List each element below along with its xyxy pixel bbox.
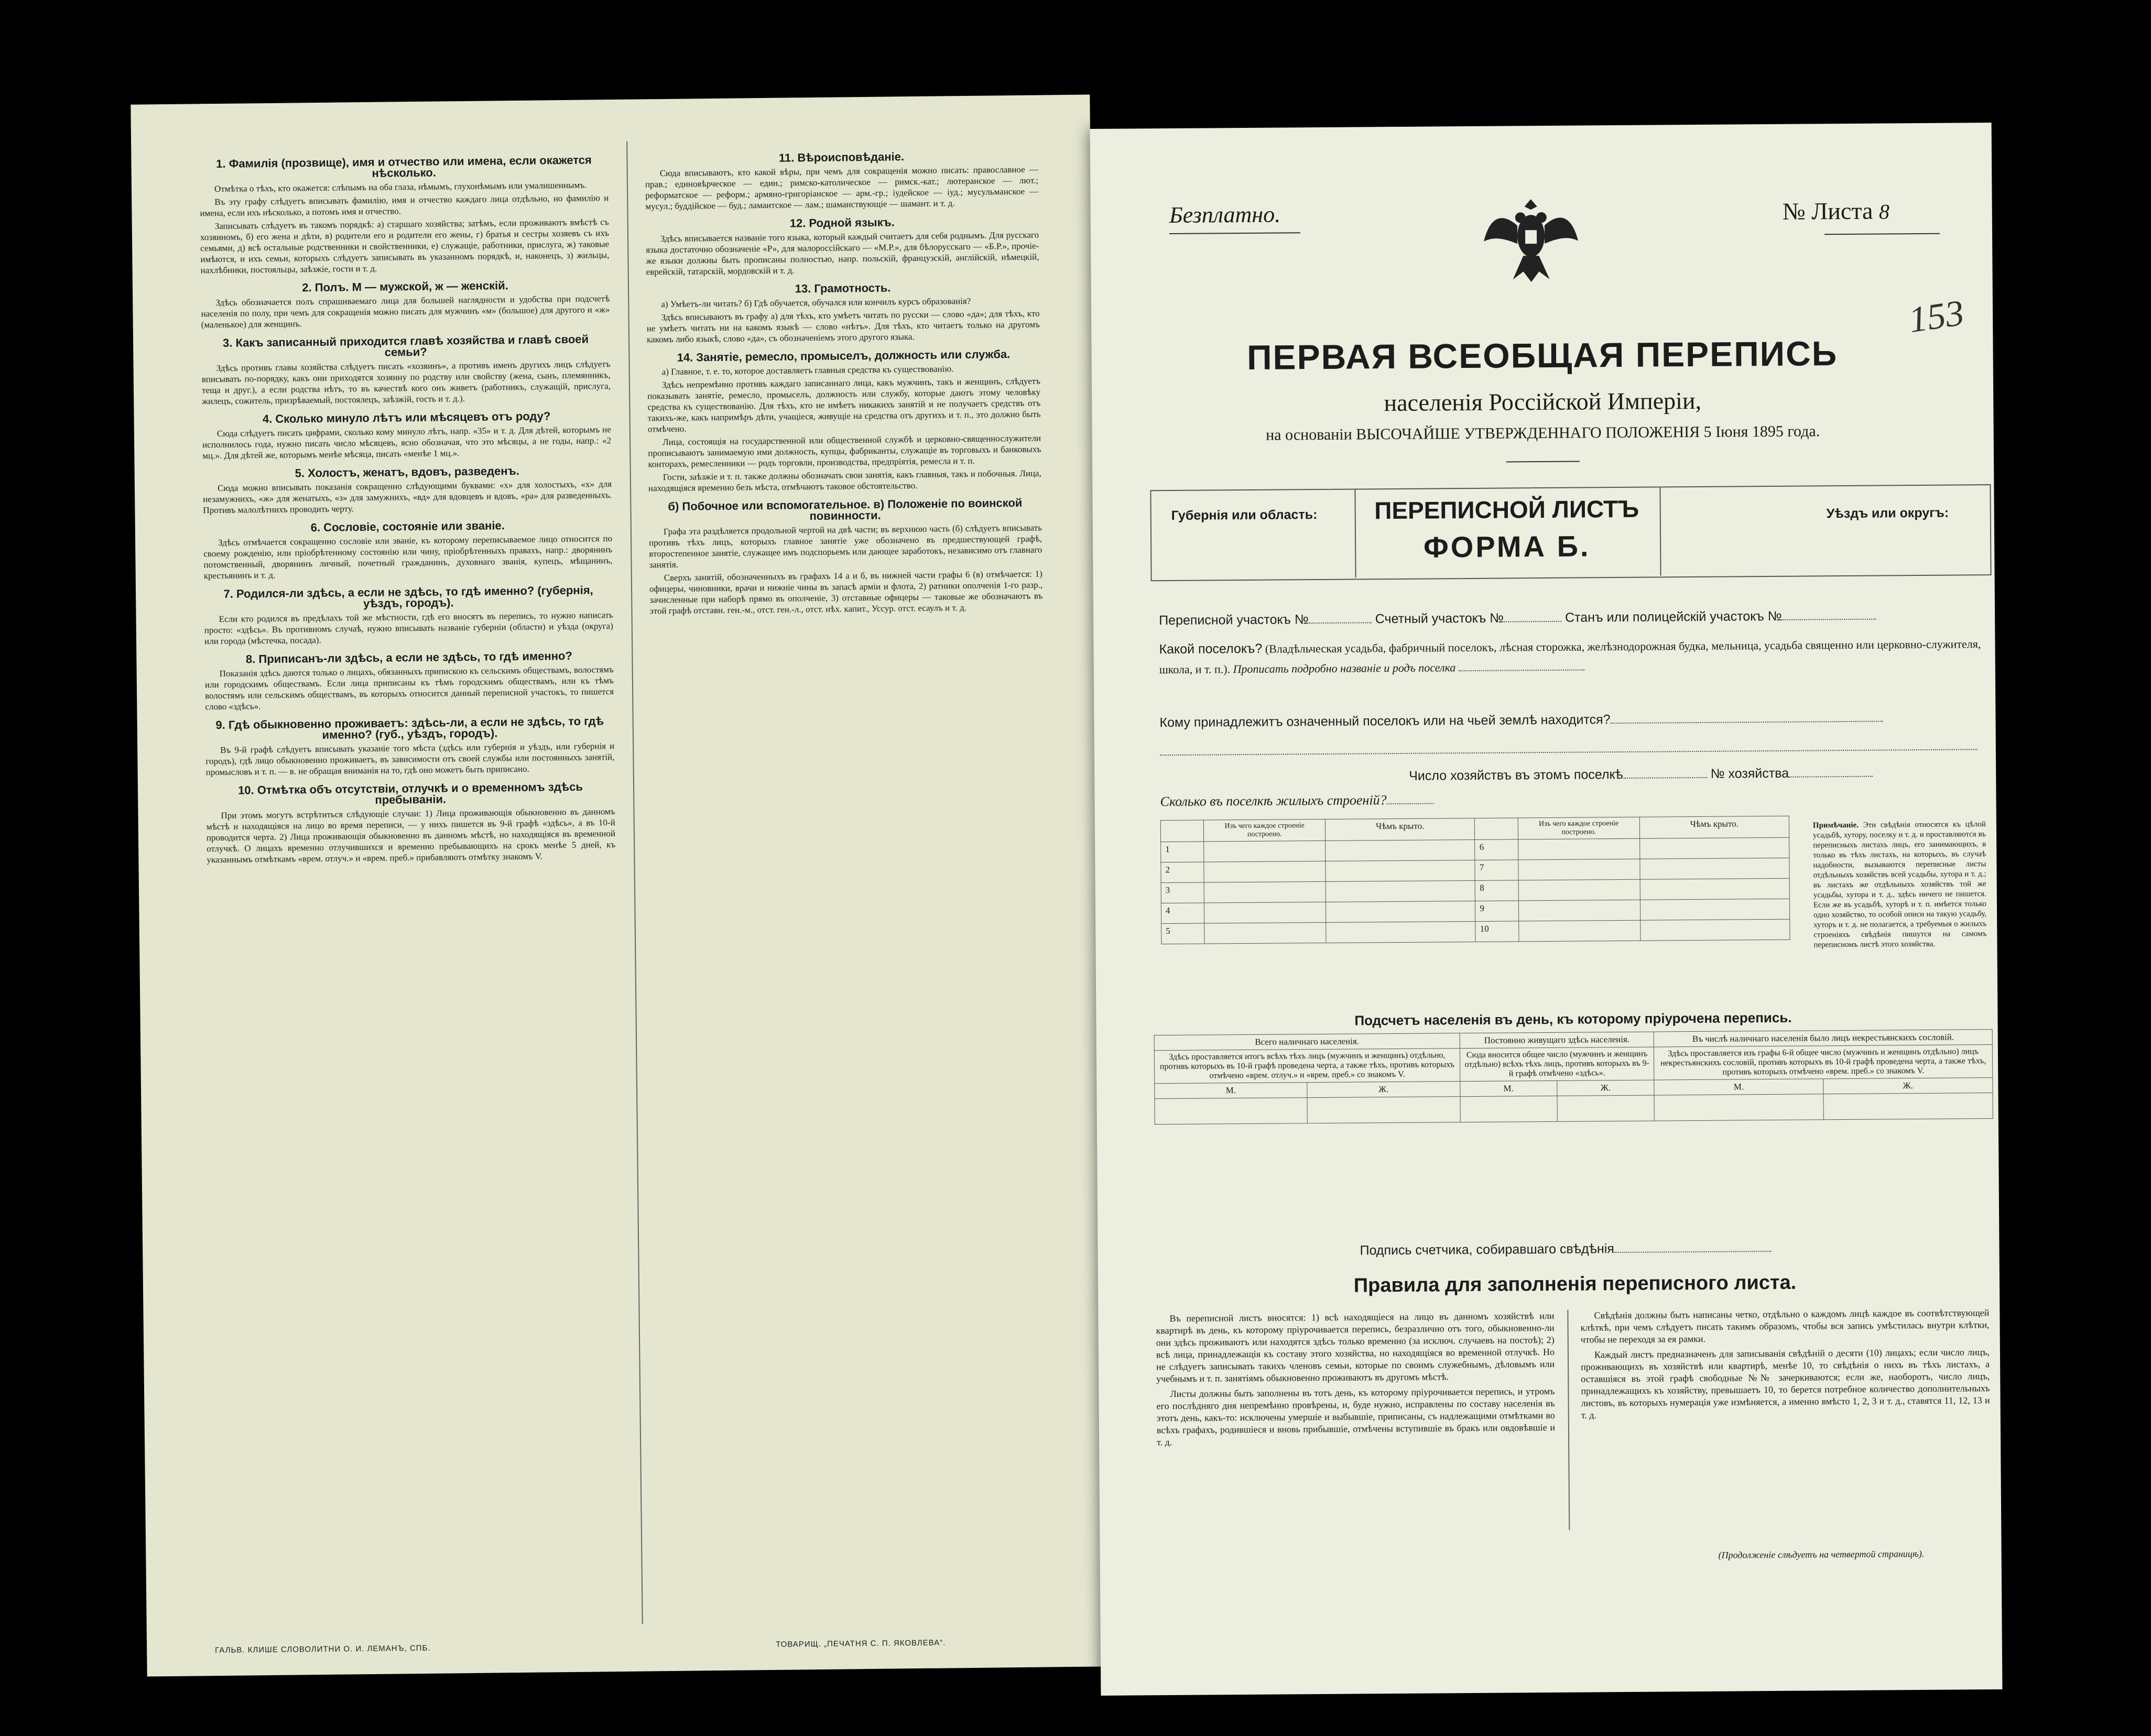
section-paragraph: а) Главное, т. е. то, которое доставляетъ главныя средства къ существованію. — [661, 364, 954, 377]
bld-material-cell[interactable] — [1518, 900, 1640, 921]
bld-row-number: 8 — [1475, 880, 1519, 901]
printer-imprint-right: ТОВАРИЩ. „ПЕЧАТНЯ С. П. ЯКОВЛЕВА“. — [776, 1638, 946, 1649]
section-heading: 3. Какъ записанный приходится главѣ хозяйства и главѣ своей семьи? — [222, 332, 589, 359]
owner-field-continued[interactable] — [1160, 749, 1978, 756]
rules-left-column — [1156, 1310, 1555, 1451]
bld-row-number: 1 — [1161, 842, 1204, 862]
count-female-value[interactable] — [1557, 1095, 1655, 1121]
section-paragraph: Здѣсь непремѣнно противъ каждаго записаннаго лица, какъ мужчинъ, такъ и женщинъ, слѣдуетъ показывать занятіе, ремесло, промыселъ, должность или службу, которые даютъ этому человѣку средства къ существованію. Для тѣхъ, кто не имѣетъ никакихъ занятій и не получаетъ средствъ отъ такихъ-же, какъ напримѣръ дѣти, учащіеся, живущіе на средства отъ другихъ и т. п., это должно быть отмѣчено. — [647, 376, 1041, 434]
buildings-field[interactable] — [1387, 803, 1434, 804]
uchastok-field[interactable] — [1309, 622, 1372, 624]
rules-divider — [1567, 1310, 1570, 1530]
household-no-field[interactable] — [1789, 776, 1873, 778]
bld-no-head — [1160, 820, 1204, 842]
section-paragraph: Въ 9-й графѣ слѣдуетъ вписывать указаніе того мѣста (здѣсь или губернія и уѣздъ, или губернія и городъ), гдѣ лицо обыкновенно проживаетъ, въ зависимости отъ своей службы или постоянныхъ занятій, промысловъ и т. п. — в. не обращая вниманія на то, гдѣ оно можетъ быть приписано. — [205, 741, 615, 778]
section-heading: 2. Полъ. М — мужской, ж — женскій. — [302, 279, 508, 294]
section-paragraph: Здѣсь обозначается полъ спрашиваемаго лица для большей наглядности и удобства при подсчетѣ населенія по полу, при чемъ для сокращенія можно писать для мужчинъ «м» (большое) для другого и «ж» (маленькое) для женщинъ. — [201, 293, 610, 330]
buildings-table — [1160, 816, 1790, 944]
section-heading: 11. Вѣроисповѣданіе. — [778, 150, 905, 165]
free-label: Безплатно. — [1169, 201, 1281, 228]
section-paragraph: Отмѣтка о тѣхъ, кто окажется: слѣпымъ на оба глаза, нѣмымъ, глухонѣмымъ или умалишеннымъ. — [214, 180, 587, 194]
bld-no-head-2 — [1475, 818, 1518, 840]
bld-row-number: 3 — [1161, 882, 1204, 903]
bld-row-number: 9 — [1475, 901, 1519, 922]
sheet-number-label: № Листа — [1782, 197, 1873, 225]
left-column-1 — [199, 147, 615, 867]
column-divider — [626, 141, 643, 1624]
uezd-label: Уѣздъ или округъ: — [1826, 505, 1949, 521]
signature-label: Подпись счетчика, собиравшаго свѣдѣнія — [1360, 1241, 1614, 1258]
left-column-2 — [645, 143, 1042, 619]
section-paragraph: Въ эту графу слѣдуетъ вписывать фамилію, имя и отчество каждаго лица отдѣльно, но фамилію и имена, если ихъ нѣсколько, а потомъ имя и отчество. — [200, 193, 609, 219]
bld-material-cell[interactable] — [1204, 881, 1326, 903]
section-paragraph: Здѣсь отмѣчается сокращенно сословіе или званіе, къ которому переписываемое лицо относится по своему рожденію, или пріобрѣтенному состоянію или чину, пріобрѣтенныхъ правахъ, напр.: дворянинъ потомственный, дворянинъ личный, почетный гражданинъ, духовнаго званія, купецъ, мѣщанинъ, крестьянинъ и т. д. — [203, 533, 613, 581]
section-heading: 12. Родной языкъ. — [789, 215, 895, 230]
bld-material-cell[interactable] — [1204, 902, 1326, 923]
bld-row-number: 6 — [1475, 839, 1518, 860]
section-paragraph: Показанія здѣсь даются только о лицахъ, обязанныхъ припискою къ сельскимъ обществамъ, волостямъ или городскимъ обществамъ. Если лица приписаны къ тѣмъ городскимъ обществамъ, или къ тѣмъ волостямъ или сельскимъ обществамъ, въ которыхъ относится данный переписной участокъ, то пишется слово «здѣсь». — [204, 664, 614, 712]
section-heading: 13. Грамотность. — [795, 281, 891, 296]
bld-material-cell[interactable] — [1518, 838, 1639, 860]
bld-roof-cell[interactable] — [1326, 880, 1475, 902]
section-paragraph: Если кто родился въ предѣлахъ той же мѣстности, гдѣ его вносятъ въ перепись, то нужно написать просто: «здѣсь». Въ противномъ случаѣ, нужно вписывать названіе губерніи (области) и уѣзда (округа) или города (мѣстечка, посада). — [204, 610, 613, 647]
owner-field[interactable] — [1611, 721, 1883, 724]
section-heading: 7. Родился-ли здѣсь, а если не здѣсь, то гдѣ именно? (губернія, уѣздъ, городъ). — [223, 583, 593, 610]
section-paragraph: Здѣсь вписываютъ въ графу а) для тѣхъ, кто умѣетъ читать по русски — слово «да»; для тѣхъ, кто не умѣетъ читать ни на какомъ языкѣ — слово «нѣтъ». Для тѣхъ, кто читаетъ только на другомъ какомъ либо языкѣ, слово «да», съ обозначеніемъ этого другого языка. — [646, 308, 1040, 345]
poselok-hint-2: Прописать подробно названіе и родъ поселка — [1233, 661, 1456, 676]
section-heading: 4. Сколько минуло лѣтъ или мѣсяцевъ отъ роду? — [262, 409, 551, 426]
bld-material-head-right: Изъ чего каждое строеніе построено. — [1518, 817, 1639, 839]
count-male-label: М. — [1155, 1083, 1307, 1099]
imperial-eagle-emblem — [1478, 188, 1583, 288]
bld-material-cell[interactable] — [1204, 922, 1326, 944]
bld-roof-cell[interactable] — [1640, 919, 1790, 941]
sheet-number — [1783, 196, 1890, 225]
count-female-label: Ж. — [1823, 1078, 1993, 1094]
section-paragraph: Графа эта раздѣляется продольной чертой на двѣ части; въ верхнюю часть (б) слѣдуетъ вписывать противъ тѣхъ лицъ, которыхъ главное занятіе уже обозначено въ предшествующей графѣ, второстепенное занятіе, служащее имъ подспорьемъ или дающее заработокъ, независимо отъ главнаго занятія. — [649, 522, 1042, 570]
count-female-value[interactable] — [1823, 1093, 1993, 1120]
bld-row-number: 4 — [1161, 903, 1204, 924]
left-page — [131, 95, 1106, 1677]
section-heading: 5. Холостъ, женатъ, вдовъ, разведенъ. — [295, 464, 519, 480]
section-paragraph: Сюда можно вписывать показанія сокращенно слѣдующими буквами: «х» для холостыхъ, «х» для незамужнихъ, «ж» для женатыхъ, «з» для замужнихъ, «вд» для вдовцевъ и вдовъ, «ра» для разведенныхъ. Противъ малолѣтнихъ проводить черту. — [203, 479, 612, 516]
section-heading: 6. Сословіе, состояніе или званіе. — [310, 519, 505, 534]
households-label: Число хозяйствъ въ этомъ поселкѣ — [1409, 767, 1623, 783]
bld-row-number: 2 — [1161, 862, 1204, 883]
count-female-label: Ж. — [1557, 1080, 1655, 1096]
section-heading: 14. Занятіе, ремесло, промыселъ, должность или служба. — [677, 347, 1011, 364]
bld-roof-cell[interactable] — [1326, 860, 1475, 881]
bld-row-number: 10 — [1475, 921, 1519, 942]
rules-right-column — [1580, 1307, 1990, 1424]
section-paragraph: При этомъ могутъ встрѣтиться слѣдующіе случаи: 1) Лица проживающія обыкновенно въ данномъ мѣстѣ и находящіяся на лицо во время переписи, — у нихъ пишется въ 9-й графѣ «здѣсь», а въ 10-й проводится черта. 2) Лица проживающія обыкновенно въ данномъ мѣстѣ, но находящіяся въ временной отлучкѣ. О лицахъ временно отлучившихся и временно пребывающихъ на срокъ менѣе 5 дней, къ указаннымъ отмѣткамъ «врем. отлуч.» и «врем. преб.» прибавляютъ отмѣтку знакомъ V. — [206, 806, 616, 865]
schetny-field[interactable] — [1504, 621, 1561, 623]
section-paragraph: Сюда вписываютъ, кто какой вѣры, при чемъ для сокращенія можно писать: православное — прав.; единовѣрческое — един.; римско-католическое — римск.-кат.; лютеранское — лют.; реформатское — реформ.; армяно-григоріанское — арм.-гр.; іудейское — іуд.; мусульманское — мусул.; буддійское — буд.; ламаитское — лам.; шаманствующіе — шамант. и т. д. — [645, 164, 1039, 212]
signature-field[interactable] — [1614, 1251, 1772, 1253]
count-column-text: Здѣсь проставляется итогъ всѣхъ тѣхъ лицъ (мужчинъ и женщинъ) отдѣльно, противъ которыхъ въ 10-й графѣ проведена черта, а также тѣхъ, противъ которыхъ отмѣчено «врем. отлуч.» и «врем. преб.» со знакомъ V. — [1154, 1049, 1460, 1084]
form-name: ФОРМА Б. — [1423, 529, 1591, 564]
bld-roof-cell[interactable] — [1640, 878, 1790, 900]
section-paragraph: Записывать слѣдуетъ въ такомъ порядкѣ: а) старшаго хозяйства; затѣмъ, если проживаютъ вмѣстѣ съ хозяиномъ, б) его жена и дѣти, в) родители его и родители его жены, г) братья и сестры хозяевъ съ ихъ семьями, д) всѣ остальные родственники и свойственники, е) служащіе, работники, прислуга, ж) таковые имѣются, и ихъ семьи, которыхъ слѣдуетъ записывать въ указанномъ порядкѣ, и, наконецъ, з) жильцы, нахлѣбники, постояльцы, заѣзжіе, гости и т. д. — [200, 217, 610, 276]
bld-material-cell[interactable] — [1204, 840, 1326, 862]
free-underline — [1169, 232, 1300, 234]
count-title: Подсчетъ населенія въ день, къ которому пріурочена перепись. — [1354, 1009, 1792, 1029]
continued-note: (Продолженіе слѣдуетъ на четвертой страницѣ). — [1718, 1548, 1925, 1560]
handwritten-archive-number: 153 — [1906, 292, 1967, 341]
sheet-number-value: 8 — [1878, 200, 1890, 224]
section-paragraph: Гости, заѣзжіе и т. п. также должны обозначать свои занятія, какъ главныя, такъ и побочныя. Лица, находящіяся временно безъ мѣста, отмѣчаютъ таковое обстоятельство. — [648, 468, 1041, 494]
section-paragraph: Сверхъ занятій, обозначенныхъ въ графахъ 14 а и б, въ нижней части графы 6 (в) отмѣчается: 1) офицеры, чиновники, врачи и нижніе чины въ запасѣ арміи и флота, 2) ратники ополченія 1-го разр., зачисленные при наборѣ прямо въ ополченіе, 3) отставные офицеры — таковые же обозначаютъ въ этой графѣ отставн. ген.-м., отст. ген.-л., отст. нѣх. капит., Уссур. отст. есаулъ и т. д. — [649, 569, 1043, 616]
bld-roof-cell[interactable] — [1326, 921, 1476, 943]
count-male-value[interactable] — [1654, 1094, 1823, 1121]
bld-roof-cell[interactable] — [1326, 901, 1476, 922]
bld-material-cell[interactable] — [1518, 879, 1640, 901]
sheet-number-underline — [1824, 233, 1940, 235]
bld-roof-cell[interactable] — [1640, 899, 1790, 920]
printer-imprint-left: ГАЛЬВ. КЛИШЕ СЛОВОЛИТНИ О. И. ЛЕМАНЪ, СПБ. — [215, 1643, 431, 1655]
section-paragraph: Здѣсь вписывается названіе того языка, который каждый считаетъ для себя роднымъ. Для русскаго языка достаточно обозначеніе «Р», для малороссійскаго — «М.Р.», для бѣлорусскаго — «Б.Р.», прочіе-же языки должны быть прописаны полностью, напр. польскій, французскій, англійскій, нѣмецкій, еврейскій, татарскій, мордовскій и т. д. — [646, 230, 1039, 277]
rule-paragraph: Свѣдѣнія должны быть написаны четко, отдѣльно о каждомъ лицѣ каждое въ соотвѣтствующей клѣткѣ, при чемъ слѣдуетъ писать такимъ образомъ, чтобы вся запись умѣстилась внутри клѣтки, чтобы не переходя за ея рамки. — [1580, 1307, 1990, 1345]
guberniya-label: Губернія или область: — [1171, 507, 1318, 523]
bld-material-head-left: Изъ чего каждое строеніе построено. — [1204, 819, 1326, 842]
buildings-note — [1813, 820, 1987, 950]
census-basis: на основаніи ВЫСОЧАЙШЕ УТВЕРЖДЕННАГО ПОЛОЖЕНІЯ 5 Іюня 1895 года. — [1266, 422, 1820, 444]
count-male-label: М. — [1654, 1079, 1823, 1095]
count-table — [1154, 1029, 1993, 1124]
bld-roof-head-right: Чѣмъ крыто. — [1639, 816, 1789, 838]
count-column-text: Сюда вносится общее число (мужчинъ и женщинъ отдѣльно) всѣхъ тѣхъ лицъ, противъ которыхъ въ 9-й графѣ отмѣчено «здѣсь». — [1460, 1047, 1654, 1082]
count-female-value[interactable] — [1307, 1097, 1460, 1123]
section-heading: 1. Фамилія (прозвище), имя и отчество или имена, если окажется нѣсколько. — [216, 153, 592, 180]
buildings-label: Сколько въ поселкѣ жилыхъ строеній? — [1160, 792, 1387, 810]
section-heading: б) Побочное или вспомогательное. в) Положеніе по воинской повинности. — [668, 496, 1023, 523]
household-no-label: № хозяйства — [1710, 766, 1789, 781]
rule-paragraph: Листы должны быть заполнены въ тотъ день, къ которому пріурочивается перепись, и утромъ его послѣдняго дня непремѣнно провѣрены, и, буде нужно, исправлены по составу населенія въ этотъ день, какъ-то: исключены умершіе и выбывшіе, приписаны, съ надлежащими отмѣтками во всѣхъ графахъ, родившіеся и вновь прибывшіе, отмѣчены вступившіе въ бракъ или овдовѣвшіе и т. д. — [1156, 1385, 1555, 1448]
census-title: ПЕРВАЯ ВСЕОБЩАЯ ПЕРЕПИСЬ — [1246, 334, 1838, 377]
owner-label: Кому принадлежитъ означенный поселокъ или на чьей землѣ находится? — [1159, 712, 1611, 730]
count-male-value[interactable] — [1155, 1098, 1307, 1124]
count-male-label: М. — [1460, 1080, 1557, 1096]
bld-roof-cell[interactable] — [1326, 839, 1475, 861]
section-heading: 9. Гдѣ обыкновенно проживаетъ: здѣсь-ли, а если не здѣсь, то гдѣ именно? (губ., уѣздъ, городъ). — [215, 714, 604, 741]
count-column-heading: Постоянно живущаго здѣсь населенія. — [1460, 1032, 1654, 1049]
rule-paragraph: Каждый листъ предназначенъ для записыванія свѣдѣній о десяти (10) лицахъ; если число лицъ, проживающихъ въ хозяйствѣ или квартирѣ, менѣе 10, то свѣдѣнія о нихъ въ тѣхъ листахъ, а оставшіяся въ этой графѣ свободные №№ зачеркиваются; если же, наоборотъ, число лицъ, принадлежащихъ къ хозяйству, превышаетъ 10, то берется потребное количество дополнительныхъ листовъ, въ которыхъ нумерація уже измѣняется, а именно вмѣсто 1, 2, 3 и т. д., ставятся 11, 12, 13 и т. д. — [1581, 1347, 1990, 1421]
right-page — [1090, 123, 2003, 1696]
buildings-row — [1161, 919, 1790, 944]
count-column-heading: Всего наличнаго населенія. — [1154, 1033, 1460, 1051]
households-field[interactable] — [1623, 777, 1707, 779]
bld-roof-cell[interactable] — [1639, 837, 1789, 859]
poselok-hint: (Владѣльческая усадьба, фабричный поселокъ, лѣсная сторожка, желѣзнодорожная будка, мельница, усадьба священно или церковно-служителя, школа, и т. п.). — [1159, 637, 1981, 676]
bld-row-number: 7 — [1475, 860, 1518, 881]
count-female-label: Ж. — [1307, 1082, 1460, 1098]
section-paragraph: Сюда слѣдуетъ писать цифрами, сколько кому минуло лѣтъ, напр. «35» и т. д. Для дѣтей, которымъ не исполнилось года, нужно писать число мѣсяцевъ, ясно обозначая, что это мѣсяцы, а не годы, напр.: «2 мц.». Для дѣтей же, которымъ менѣе мѣсяца, писать «менѣе 1 мц.». — [202, 424, 612, 461]
note-label: Примѣчаніе. — [1812, 821, 1859, 830]
bld-row-number: 5 — [1161, 923, 1205, 944]
rule-paragraph: Въ переписной листъ вносятся: 1) всѣ находящіеся на лицо въ данномъ хозяйствѣ или квартирѣ въ день, къ которому пріурочивается перепись, безразлично отъ того, обыкновенно-ли они здѣсь проживаютъ или находятся здѣсь только временно (за исключ. случаевъ на постоѣ); 2) всѣ лица, принадлежащія къ составу этого хозяйства, но находящіяся во временной отлучкѣ. Но не слѣдуетъ записывать такихъ членовъ семьи, которые по своимъ служебнымъ, дѣловымъ или учебнымъ и т. п. занятіямъ обыкновенно проживаютъ въ другомъ мѣстѣ. — [1156, 1310, 1555, 1384]
section-paragraph: Лица, состоящія на государственной или общественной службѣ и церковно-священнослужители прописываютъ занимаемую ими должность, купцы, фабриканты, служащіе въ торговыхъ и банковыхъ конторахъ, ремесленники — родъ торговли, производства, предпріятія, ремесла и т. п. — [648, 433, 1041, 470]
bld-material-cell[interactable] — [1204, 861, 1326, 882]
form-title: ПЕРЕПИСНОЙ ЛИСТЪ — [1374, 495, 1639, 525]
stan-label: Станъ или полицейскій участокъ № — [1565, 608, 1782, 625]
rules-title: Правила для заполненія переписного листа. — [1353, 1271, 1797, 1297]
bld-material-cell[interactable] — [1518, 920, 1640, 942]
poselok-field[interactable] — [1459, 669, 1584, 671]
census-subtitle: населенія Россійской Имперіи, — [1384, 387, 1702, 417]
section-paragraph: Здѣсь противъ главы хозяйства слѣдуетъ писать «хозяинъ», а противъ именъ другихъ лицъ слѣдуетъ вписывать по-порядку, какъ они приходятся хозяину по родству или свойству (жена, сынъ, племянникъ, теща и друг.), а если родства нѣтъ, то въ качествѣ кого онъ живетъ (работникъ, служащій, прислуга, жилецъ, сожитель, призрѣваемый, постоялецъ, заѣзжій, гость и т. д.). — [201, 359, 611, 407]
count-column-heading: Въ числѣ наличнаго населенія было лицъ некрестьянскихъ сословій. — [1654, 1030, 1993, 1047]
schetny-label: Счетный участокъ № — [1375, 610, 1504, 627]
bld-roof-cell[interactable] — [1639, 858, 1789, 879]
stan-field[interactable] — [1782, 619, 1876, 620]
section-paragraph: а) Умѣетъ-ли читать? б) Гдѣ обучается, обучался или кончилъ курсъ образованія? — [661, 296, 971, 310]
title-rule — [1506, 461, 1580, 463]
section-heading: 8. Приписанъ-ли здѣсь, а если не здѣсь, то гдѣ именно? — [245, 649, 572, 666]
bld-roof-head-left: Чѣмъ крыто. — [1325, 818, 1475, 840]
count-male-value[interactable] — [1460, 1096, 1557, 1122]
section-heading: 10. Отмѣтка объ отсутствіи, отлучкѣ и о временномъ здѣсь пребываніи. — [237, 780, 583, 806]
uchastok-label: Переписной участокъ № — [1159, 612, 1309, 628]
bld-material-cell[interactable] — [1518, 859, 1640, 880]
poselok-block — [1159, 634, 1987, 680]
poselok-label: Какой поселокъ? — [1159, 641, 1263, 657]
count-column-text: Здѣсь проставляется изъ графы 6-й общее число (мужчинъ и женщинъ отдѣльно) лицъ некрестьянскихъ сословій, противъ которыхъ въ 10-й графѣ проведена черта, а также тѣхъ, противъ которыхъ отмѣчено «врем. преб.» со знакомъ V. — [1654, 1045, 1993, 1080]
note-text: Эти свѣдѣнія относятся къ цѣлой усадьбѣ, хутору, поселку и т. д. и проставляются въ переписныхъ листахъ лицъ, его занимающихъ, в только въ тѣхъ листахъ, на которыхъ, въ случаѣ надобности, вызываются переписные листы отдѣльныхъ хозяйствъ всей усадьбы, хутора и т. д.; въ листахъ же отдѣльныхъ хозяйствъ той же усадьбы, хутора и т. д., здѣсь ничего не пишется. Если же въ усадьбѣ, хуторѣ и т. п. имѣется только одно хозяйство, то особой описи на такую усадьбу, хуторъ и т. д. не полагается, а требуемыя о жилыхъ строеніяхъ свѣдѣнія пишутся на самомъ переписномъ листѣ этого хозяйства. — [1812, 820, 1987, 949]
